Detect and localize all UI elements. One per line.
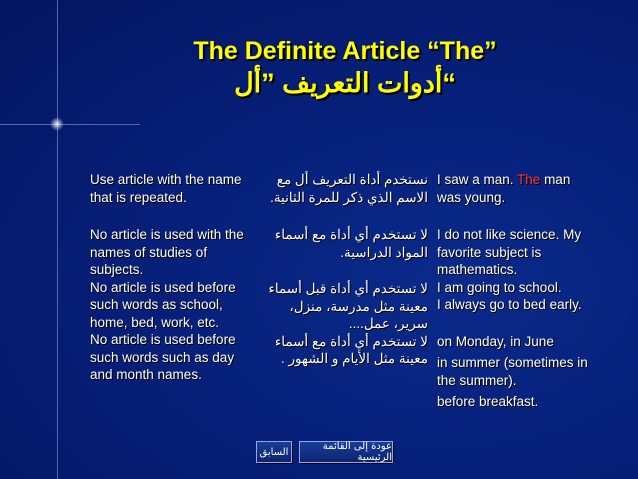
rule-4: No article is used before such words such as day and month names.: [90, 332, 236, 382]
rule-ar-1: نستخدم أداة التعريف أل مع الاسم الذي ذكر للمرة الثانية.: [270, 172, 428, 205]
rule-2: No article is used with the names of studies of subjects.: [90, 227, 244, 277]
title-english: The Definite Article “The”: [193, 37, 497, 65]
slide-title: [100, 36, 590, 100]
home-menu-button[interactable]: عودة إلى القائمة الرئيسية: [299, 441, 393, 463]
example-7: before breakfast.: [437, 394, 539, 409]
example-1-highlight: The: [517, 172, 541, 187]
rule-3: No article is used before such words as school, home, bed, work, etc.: [90, 279, 236, 330]
rule-ar-4: لا تستخدم أي أداة مع أسماء معينة مثل الأيام و الشهور .: [274, 333, 428, 366]
decorative-horizontal-line: [0, 124, 140, 125]
example-2: I do not like science. My favorite subject is mathematics.: [437, 227, 582, 277]
example-1: [437, 171, 597, 206]
example-5: on Monday, in June: [437, 333, 554, 349]
rules-column-arabic: [262, 171, 428, 368]
rule-1: Use article with the name that is repeated.: [90, 172, 242, 205]
example-3: I am going to school.: [437, 279, 562, 295]
example-4: I always go to bed early.: [437, 297, 582, 312]
example-6: in summer (sometimes in the summer).: [437, 355, 588, 388]
decorative-star-glow: [50, 117, 64, 131]
previous-button[interactable]: السابق: [256, 441, 292, 463]
examples-column: [437, 171, 597, 411]
rules-column-english: [90, 171, 260, 384]
example-1-part-a: I saw a man.: [437, 172, 518, 187]
example-1-part-b: man was young.: [437, 172, 571, 205]
rule-ar-3: لا تستخدم أي أداة قبل أسماء معينة مثل مدرسة، منزل، سرير، عمل....: [268, 281, 428, 331]
rule-ar-2: لا تستخدم أي أداة مع أسماء المواد الدراسية.: [274, 227, 428, 260]
title-arabic: “أدوات التعريف ”أل: [234, 68, 456, 98]
decorative-vertical-line: [57, 0, 58, 479]
